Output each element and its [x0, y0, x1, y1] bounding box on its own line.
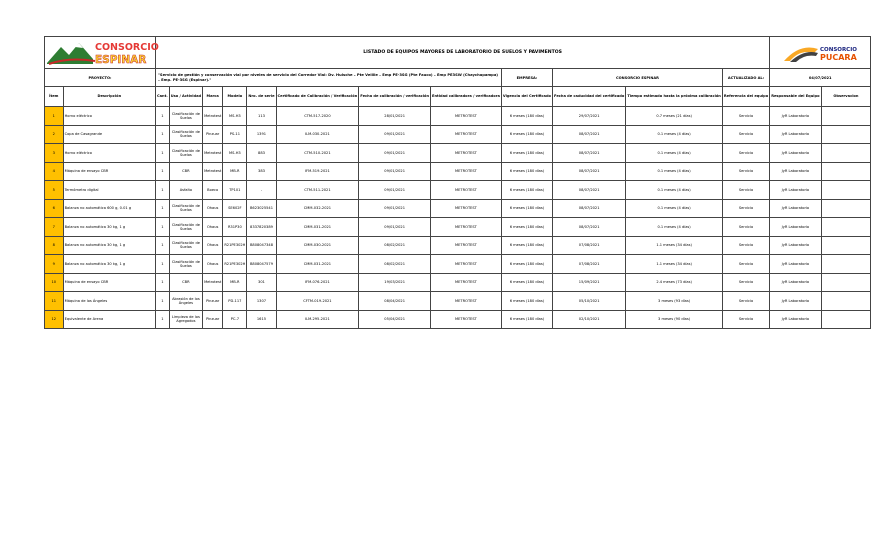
- responsible-cell: JyR Laboratorio: [770, 107, 821, 126]
- certificate-validity-cell: 6 meses (180 días): [501, 273, 552, 292]
- certificate-cell: IFM-519-2021: [276, 162, 359, 181]
- model-cell: TP101: [223, 181, 247, 200]
- expiry-date-cell: 05/10/2021: [553, 292, 626, 311]
- svg-text:CONSORCIO: CONSORCIO: [95, 42, 159, 53]
- model-cell: PS-11: [223, 125, 247, 144]
- observation-cell: [821, 107, 871, 126]
- expiry-date-cell: 08/07/2021: [553, 125, 626, 144]
- certificate-validity-cell: 6 meses (180 días): [501, 144, 552, 163]
- observation-cell: [821, 292, 871, 311]
- column-header: Certificado de Calibración / Verificación: [276, 87, 359, 107]
- usage-cell: Abrasión de los Ángeles: [169, 292, 202, 311]
- responsible-cell: JyR Laboratorio: [770, 273, 821, 292]
- responsible-cell: JyR Laboratorio: [770, 181, 821, 200]
- time-to-next-calibration-cell: 0.1 meses (4 días): [626, 181, 723, 200]
- table-row: [45, 236, 871, 255]
- empresa-value: CONSORCIO ESPINAR: [553, 69, 723, 87]
- certificate-validity-cell: 6 meses (180 días): [501, 125, 552, 144]
- serial-number-cell: 8337820389: [247, 218, 276, 237]
- time-to-next-calibration-cell: 0.1 meses (4 días): [626, 199, 723, 218]
- certificate-validity-cell: 6 meses (180 días): [501, 199, 552, 218]
- expiry-date-cell: 07/08/2021: [553, 236, 626, 255]
- column-header: Responsable del Equipo: [770, 87, 821, 107]
- usage-cell: CBR: [169, 162, 202, 181]
- calibration-date-cell: 28/01/2021: [359, 107, 431, 126]
- observation-cell: [821, 310, 871, 329]
- time-to-next-calibration-cell: 0.1 meses (4 días): [626, 218, 723, 237]
- calibration-date-cell: 09/01/2021: [359, 218, 431, 237]
- description-cell: Copa de Casagrande: [63, 125, 155, 144]
- brand-cell: Ohaus: [203, 236, 223, 255]
- time-to-next-calibration-cell: 0.1 meses (4 días): [626, 144, 723, 163]
- item-number-cell: 7: [45, 218, 64, 237]
- quantity-cell: 1: [156, 144, 170, 163]
- description-cell: Máquina de los Ángeles: [63, 292, 155, 311]
- serial-number-cell: 1615: [247, 310, 276, 329]
- table-row: [45, 181, 871, 200]
- serial-number-cell: 113: [247, 107, 276, 126]
- column-header: Vigencia del Certificado: [501, 87, 552, 107]
- calibration-date-cell: 08/02/2021: [359, 236, 431, 255]
- equipment-reference-cell: Servicio: [722, 125, 769, 144]
- table-row: [45, 310, 871, 329]
- serial-number-cell: 301: [247, 273, 276, 292]
- serial-number-cell: B808047348: [247, 236, 276, 255]
- time-to-next-calibration-cell: 2.4 meses (73 días): [626, 273, 723, 292]
- description-cell: Equivalente de Arena: [63, 310, 155, 329]
- project-label: PROYECTO:: [45, 69, 156, 87]
- certificate-cell: CTM-517-2020: [276, 107, 359, 126]
- consorcio-espinar-logo: [45, 37, 159, 69]
- time-to-next-calibration-cell: 3 meses (90 días): [626, 310, 723, 329]
- certificate-cell: ILM-030-2021: [276, 125, 359, 144]
- model-cell: PC-7: [223, 310, 247, 329]
- equipment-reference-cell: Servicio: [722, 107, 769, 126]
- column-header: Nro. de serie: [247, 87, 276, 107]
- actualizado-value: 04/07/2021: [770, 69, 871, 87]
- description-cell: Horno eléctrico: [63, 144, 155, 163]
- expiry-date-cell: 29/07/2021: [553, 107, 626, 126]
- equipment-reference-cell: Servicio: [722, 273, 769, 292]
- time-to-next-calibration-cell: 0.7 meses (21 días): [626, 107, 723, 126]
- description-cell: Máquina de ensayo CBR: [63, 273, 155, 292]
- description-cell: Máquina de ensayo CBR: [63, 162, 155, 181]
- observation-cell: [821, 144, 871, 163]
- serial-number-cell: 883: [247, 144, 276, 163]
- certificate-validity-cell: 6 meses (180 días): [501, 310, 552, 329]
- espinar-logo-icon: [45, 37, 159, 67]
- time-to-next-calibration-cell: 0.1 meses (4 días): [626, 162, 723, 181]
- svg-text:PUCARA: PUCARA: [820, 53, 857, 62]
- item-number-cell: 3: [45, 144, 64, 163]
- description-cell: Termómetro digital: [63, 181, 155, 200]
- pucara-logo-icon: [770, 37, 870, 67]
- model-cell: R21PE302H: [223, 255, 247, 274]
- item-number-cell: 10: [45, 273, 64, 292]
- observation-cell: [821, 255, 871, 274]
- brand-cell: Metrotest: [203, 273, 223, 292]
- calibration-date-cell: 09/01/2021: [359, 181, 431, 200]
- certificate-validity-cell: 6 meses (180 días): [501, 292, 552, 311]
- quantity-cell: 1: [156, 181, 170, 200]
- equipment-reference-cell: Servicio: [722, 181, 769, 200]
- model-cell: MB-R: [223, 273, 247, 292]
- certificate-cell: ILM-295-2021: [276, 310, 359, 329]
- observation-cell: [821, 181, 871, 200]
- model-cell: PD-117: [223, 292, 247, 311]
- responsible-cell: JyR Laboratorio: [770, 255, 821, 274]
- calibration-date-cell: 09/01/2021: [359, 162, 431, 181]
- certificate-validity-cell: 6 meses (180 días): [501, 162, 552, 181]
- brand-cell: Ohaus: [203, 218, 223, 237]
- usage-cell: Limpieza de los Agregados: [169, 310, 202, 329]
- item-number-cell: 12: [45, 310, 64, 329]
- table-row: [45, 292, 871, 311]
- usage-cell: Clasificación de Suelos: [169, 199, 202, 218]
- table-body: [45, 107, 871, 329]
- column-header: Fecha de calibración / verificación: [359, 87, 431, 107]
- certificate-validity-cell: 6 meses (180 días): [501, 107, 552, 126]
- brand-cell: Metrotest: [203, 162, 223, 181]
- calibration-date-cell: 09/01/2021: [359, 199, 431, 218]
- observation-cell: [821, 218, 871, 237]
- column-header: Modelo: [223, 87, 247, 107]
- equipment-sheet: [44, 36, 871, 329]
- description-cell: Balanza no automática 30 kg, 1 g: [63, 236, 155, 255]
- brand-cell: Pinzuar: [203, 125, 223, 144]
- model-cell: MS-H3: [223, 144, 247, 163]
- certificate-cell: CMM-032-2021: [276, 199, 359, 218]
- column-header: Entidad calibradora / verificadora: [431, 87, 502, 107]
- description-cell: Balanza no automática 600 g, 0.01 g: [63, 199, 155, 218]
- calibration-date-cell: 08/02/2021: [359, 255, 431, 274]
- certificate-cell: CTM-511-2021: [276, 181, 359, 200]
- calibrating-entity-cell: METROTEST: [431, 273, 502, 292]
- calibrating-entity-cell: METROTEST: [431, 144, 502, 163]
- usage-cell: CBR: [169, 273, 202, 292]
- quantity-cell: 1: [156, 107, 170, 126]
- expiry-date-cell: 08/07/2021: [553, 218, 626, 237]
- table-row: [45, 144, 871, 163]
- model-cell: SE602F: [223, 199, 247, 218]
- table-row: [45, 199, 871, 218]
- consorcio-pucara-logo: [770, 37, 871, 69]
- calibration-date-cell: 08/04/2021: [359, 292, 431, 311]
- equipment-reference-cell: Servicio: [722, 310, 769, 329]
- calibrating-entity-cell: METROTEST: [431, 218, 502, 237]
- quantity-cell: 1: [156, 273, 170, 292]
- column-header: Cant.: [156, 87, 170, 107]
- responsible-cell: JyR Laboratorio: [770, 199, 821, 218]
- responsible-cell: JyR Laboratorio: [770, 144, 821, 163]
- calibration-date-cell: 09/01/2021: [359, 144, 431, 163]
- certificate-validity-cell: 6 meses (180 días): [501, 255, 552, 274]
- certificate-validity-cell: 6 meses (180 días): [501, 236, 552, 255]
- observation-cell: [821, 199, 871, 218]
- observation-cell: [821, 125, 871, 144]
- certificate-cell: CMM-030-2021: [276, 236, 359, 255]
- empresa-label: EMPRESA:: [501, 69, 552, 87]
- certificate-cell: CFTM-019-2021: [276, 292, 359, 311]
- usage-cell: Clasificación de Suelos: [169, 255, 202, 274]
- equipment-reference-cell: Servicio: [722, 144, 769, 163]
- item-number-cell: 9: [45, 255, 64, 274]
- responsible-cell: JyR Laboratorio: [770, 292, 821, 311]
- model-cell: MS-H3: [223, 107, 247, 126]
- quantity-cell: 1: [156, 199, 170, 218]
- table-row: [45, 162, 871, 181]
- equipment-reference-cell: Servicio: [722, 199, 769, 218]
- expiry-date-cell: 07/08/2021: [553, 255, 626, 274]
- description-cell: Balanza no automática 30 kg, 1 g: [63, 255, 155, 274]
- brand-cell: Boeco: [203, 181, 223, 200]
- column-header: Ítem: [45, 87, 64, 107]
- serial-number-cell: 1391: [247, 125, 276, 144]
- responsible-cell: JyR Laboratorio: [770, 218, 821, 237]
- certificate-validity-cell: 6 meses (180 días): [501, 181, 552, 200]
- brand-cell: Metrotest: [203, 107, 223, 126]
- serial-number-cell: B623025541: [247, 199, 276, 218]
- calibrating-entity-cell: METROTEST: [431, 125, 502, 144]
- item-number-cell: 1: [45, 107, 64, 126]
- serial-number-cell: B808047579: [247, 255, 276, 274]
- time-to-next-calibration-cell: 1.1 meses (34 días): [626, 236, 723, 255]
- project-description: "Servicio de gestión y conservación vial por niveles de servicio del Corredor Vial: Dv. Huische – Pte Velille – Emp PE-3SG (Pte Fauco) – Emp PE3SW (Chaychapampa) – Emp. PE-3SG (Espinar).": [156, 69, 502, 87]
- column-header: Observacion: [821, 87, 871, 107]
- brand-cell: Pinzuar: [203, 292, 223, 311]
- svg-text:CONSORCIO: CONSORCIO: [820, 47, 858, 53]
- item-number-cell: 4: [45, 162, 64, 181]
- table-row: [45, 125, 871, 144]
- table-row: [45, 255, 871, 274]
- equipment-reference-cell: Servicio: [722, 236, 769, 255]
- item-number-cell: 8: [45, 236, 64, 255]
- model-cell: R31P30: [223, 218, 247, 237]
- calibration-date-cell: 09/01/2021: [359, 125, 431, 144]
- certificate-cell: IFM-076-2021: [276, 273, 359, 292]
- usage-cell: Clasificación de Suelos: [169, 125, 202, 144]
- column-header: Fecha de caducidad del certificado: [553, 87, 626, 107]
- calibrating-entity-cell: METROTEST: [431, 236, 502, 255]
- quantity-cell: 1: [156, 162, 170, 181]
- quantity-cell: 1: [156, 218, 170, 237]
- table-row: [45, 107, 871, 126]
- quantity-cell: 1: [156, 236, 170, 255]
- quantity-cell: 1: [156, 125, 170, 144]
- serial-number-cell: 1307: [247, 292, 276, 311]
- serial-number-cell: 383: [247, 162, 276, 181]
- quantity-cell: 1: [156, 255, 170, 274]
- certificate-cell: CMM-031-2021: [276, 255, 359, 274]
- certificate-cell: CMM-031-2021: [276, 218, 359, 237]
- calibrating-entity-cell: METROTEST: [431, 181, 502, 200]
- brand-cell: Ohaus: [203, 199, 223, 218]
- calibrating-entity-cell: METROTEST: [431, 162, 502, 181]
- item-number-cell: 6: [45, 199, 64, 218]
- calibration-date-cell: 19/03/2021: [359, 273, 431, 292]
- column-header-row: [45, 87, 871, 107]
- serial-number-cell: -: [247, 181, 276, 200]
- usage-cell: Clasificación de Suelos: [169, 144, 202, 163]
- calibrating-entity-cell: METROTEST: [431, 107, 502, 126]
- observation-cell: [821, 162, 871, 181]
- equipment-reference-cell: Servicio: [722, 292, 769, 311]
- model-cell: R21PE302H: [223, 236, 247, 255]
- usage-cell: Clasificación de Suelos: [169, 107, 202, 126]
- quantity-cell: 1: [156, 292, 170, 311]
- column-header: Tiempo estimado hasta la próxima calibración: [626, 87, 723, 107]
- expiry-date-cell: 08/07/2021: [553, 199, 626, 218]
- model-cell: MB-R: [223, 162, 247, 181]
- expiry-date-cell: 08/07/2021: [553, 181, 626, 200]
- calibrating-entity-cell: METROTEST: [431, 255, 502, 274]
- item-number-cell: 11: [45, 292, 64, 311]
- time-to-next-calibration-cell: 1.1 meses (34 días): [626, 255, 723, 274]
- table-row: [45, 273, 871, 292]
- usage-cell: Asfalto: [169, 181, 202, 200]
- table-row: [45, 218, 871, 237]
- expiry-date-cell: 08/07/2021: [553, 144, 626, 163]
- usage-cell: Clasificación de Suelos: [169, 218, 202, 237]
- observation-cell: [821, 236, 871, 255]
- expiry-date-cell: 08/07/2021: [553, 162, 626, 181]
- quantity-cell: 1: [156, 310, 170, 329]
- expiry-date-cell: 15/09/2021: [553, 273, 626, 292]
- calibration-date-cell: 05/04/2021: [359, 310, 431, 329]
- responsible-cell: JyR Laboratorio: [770, 125, 821, 144]
- equipment-reference-cell: Servicio: [722, 162, 769, 181]
- equipment-reference-cell: Servicio: [722, 218, 769, 237]
- time-to-next-calibration-cell: 0.1 meses (4 días): [626, 125, 723, 144]
- calibrating-entity-cell: METROTEST: [431, 310, 502, 329]
- calibrating-entity-cell: METROTEST: [431, 292, 502, 311]
- brand-cell: Pinzuar: [203, 310, 223, 329]
- usage-cell: Clasificación de Suelos: [169, 236, 202, 255]
- certificate-validity-cell: 6 meses (180 días): [501, 218, 552, 237]
- description-cell: Balanza no automática 30 kg, 1 g: [63, 218, 155, 237]
- expiry-date-cell: 02/10/2021: [553, 310, 626, 329]
- time-to-next-calibration-cell: 3 meses (93 días): [626, 292, 723, 311]
- observation-cell: [821, 273, 871, 292]
- column-header: Uso / Actividad: [169, 87, 202, 107]
- sheet-title: LISTADO DE EQUIPOS MAYORES DE LABORATORIO DE SUELOS Y PAVIMENTOS: [156, 37, 770, 69]
- column-header: Descripción: [63, 87, 155, 107]
- responsible-cell: JyR Laboratorio: [770, 236, 821, 255]
- responsible-cell: JyR Laboratorio: [770, 162, 821, 181]
- brand-cell: Ohaus: [203, 255, 223, 274]
- equipment-reference-cell: Servicio: [722, 255, 769, 274]
- responsible-cell: JyR Laboratorio: [770, 310, 821, 329]
- item-number-cell: 2: [45, 125, 64, 144]
- calibrating-entity-cell: METROTEST: [431, 199, 502, 218]
- actualizado-label: ACTUALIZADO AL:: [722, 69, 769, 87]
- column-header: Marca: [203, 87, 223, 107]
- column-header: Referencia del equipo: [722, 87, 769, 107]
- certificate-cell: CTM-510-2021: [276, 144, 359, 163]
- item-number-cell: 5: [45, 181, 64, 200]
- description-cell: Horno eléctrico: [63, 107, 155, 126]
- brand-cell: Metrotest: [203, 144, 223, 163]
- svg-text:ESPINAR: ESPINAR: [95, 54, 147, 66]
